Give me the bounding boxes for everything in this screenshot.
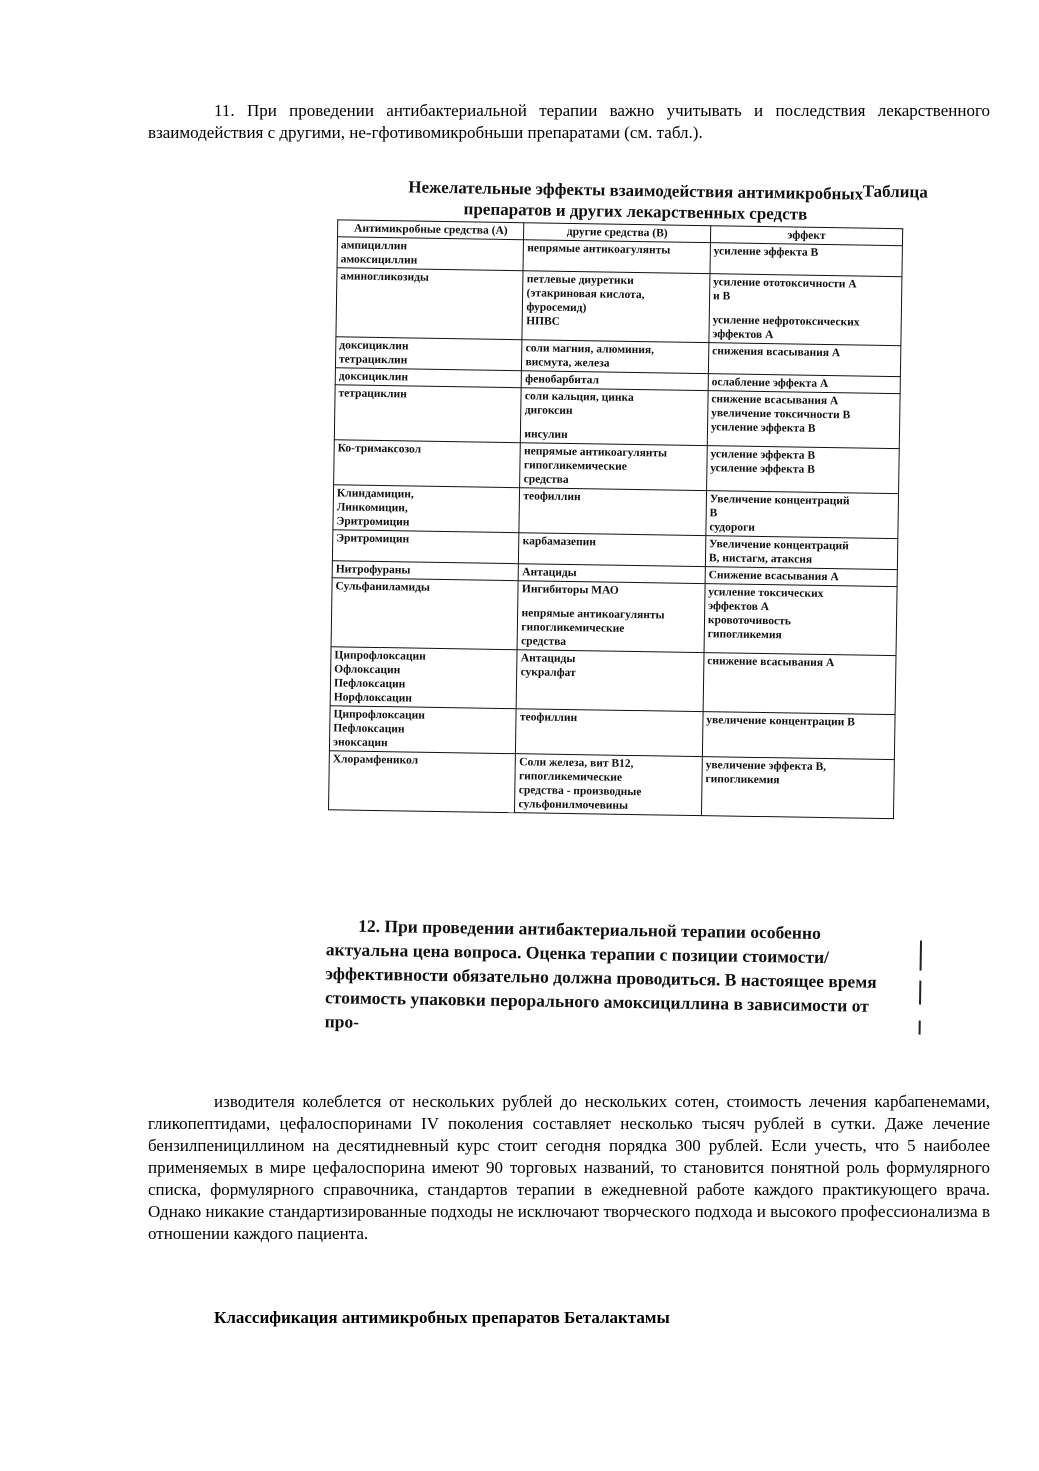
table-caption-label: Таблица xyxy=(862,181,928,202)
cell-text: увеличение эффекта В, xyxy=(705,759,827,774)
cell-text: непрямые антикоагулянты xyxy=(524,445,668,460)
table-row xyxy=(331,578,897,656)
table-title: Нежелательные эффекты взаимодействия антимикробных препаратов и других лекарственных средств xyxy=(408,177,864,224)
cell-text: Офлоксацин xyxy=(334,663,401,677)
cell-text: В xyxy=(709,507,718,520)
cell-text: Пефлоксацин xyxy=(333,722,405,736)
cell-effect xyxy=(705,536,898,570)
cell-text: сукралфат xyxy=(520,666,576,680)
cell-text: гипогликемия xyxy=(705,773,780,787)
cell-text: карбамазепин xyxy=(522,535,596,549)
cell-text: доксициклин xyxy=(338,370,409,384)
cell-text: Хлорамфеникол xyxy=(332,753,419,767)
cell-antimicrobial xyxy=(329,751,516,813)
cell-text: инсулин xyxy=(524,428,568,441)
table-row xyxy=(329,751,895,819)
cell-text: тетрациклин xyxy=(338,353,408,367)
cell-text: увеличение концентрации В xyxy=(706,714,855,729)
cell-text: дигоксин xyxy=(524,404,573,418)
cell-text: Ципрофлоксацин xyxy=(333,708,426,722)
cell-text: ампициллин xyxy=(340,239,408,253)
cell-text: Соли железа, вит B12, xyxy=(519,756,634,771)
cell-text: Ципрофлоксацин xyxy=(334,649,426,663)
cell-antimicrobial xyxy=(334,385,521,443)
cell-text: эффектов А xyxy=(712,328,774,342)
section-heading: Классификация антимикробных препаратов Беталактамы xyxy=(214,1308,670,1327)
scanned-paragraph-text: При проведении антибактериальной терапии особенно актуальна цена вопроса. Оценка терапии с позиции стоимости/эффективности обязательно должна проводиться. В настоящее время стоимость упаковки перорального амоксициллина в зависимости от про- xyxy=(324,916,877,1032)
cell-other-drug xyxy=(522,340,709,374)
cell-antimicrobial xyxy=(329,706,516,754)
cell-text: усиление нефротоксических xyxy=(712,314,860,329)
cell-text: Пефлоксацин xyxy=(333,677,406,691)
cell-text: эффектов А xyxy=(708,600,770,614)
cell-effect xyxy=(707,391,900,449)
table-row xyxy=(334,385,900,449)
cell-other-drug xyxy=(516,709,703,757)
cell-text: усиление эффекта В xyxy=(710,448,816,462)
cell-text: снижение всасывания А xyxy=(711,393,839,408)
header-effect: эффект xyxy=(710,226,902,246)
cell-text: увеличение токсичности В xyxy=(711,407,851,422)
cell-other-drug xyxy=(515,754,702,816)
scanned-table-image xyxy=(323,171,936,1040)
cell-text: Нитрофураны xyxy=(335,563,411,577)
header-other-drugs: другие средства (В) xyxy=(524,223,711,243)
cell-effect xyxy=(703,653,896,715)
cell-text: усиление токсических xyxy=(708,586,824,600)
cell-text: (этакриновая кислота, xyxy=(526,287,645,302)
cell-text: непрямые антикоагулянты xyxy=(527,242,671,257)
cell-effect xyxy=(706,491,899,539)
cell-text: усиление эффекта В xyxy=(713,245,819,259)
cell-antimicrobial xyxy=(332,530,519,564)
cell-antimicrobial xyxy=(331,578,518,650)
cell-text: кровоточивость xyxy=(707,614,791,628)
cell-text: петлевые диуретики xyxy=(526,273,634,287)
cell-text: Клиндамицин, xyxy=(336,487,414,501)
cell-antimicrobial xyxy=(336,268,523,340)
interaction-table xyxy=(328,219,903,819)
cell-text: непрямые антикоагулянты xyxy=(521,607,665,622)
cell-other-drug xyxy=(519,488,706,536)
cell-effect xyxy=(706,446,899,494)
scanned-paragraph xyxy=(324,913,886,1042)
cell-text: и В xyxy=(712,290,731,303)
cell-text: сульфонилмочевины xyxy=(518,798,629,812)
cell-text: тетрациклин xyxy=(338,387,407,401)
cell-antimicrobial xyxy=(330,647,517,709)
cell-text: Ингибиторы МАО xyxy=(521,583,619,597)
table-row xyxy=(336,268,902,346)
cell-text: средства - производные xyxy=(518,784,642,799)
cell-text: Антациды xyxy=(522,566,577,580)
cell-text: фенобарбитал xyxy=(525,373,600,387)
cell-antimicrobial xyxy=(334,440,521,488)
cell-effect xyxy=(708,343,901,377)
cell-antimicrobial xyxy=(333,485,520,533)
cell-other-drug xyxy=(519,533,706,567)
cell-text: соли магния, алюминия, xyxy=(525,342,655,357)
cell-text: Сульфаниламиды xyxy=(335,580,431,594)
body-paragraph: изводителя колеблется от нескольких рублей до нескольких сотен, стоимость лечения карбапенемами, гликопептидами, цефалоспоринами IV поколения составляет несколько тысяч рублей в сутки. Даже лечение бензилпенициллином на десятидневный курс стоит сегодня порядка 300 рублей. Если учесть, что 5 наиболее применяемых в мире цефалоспорина имеют 90 торговых названий, то становится понятной роль формулярного списка, формулярного справочника, стандартов терапии в ежедневной работе каждого практикующего врача. Однако никакие стандартизированные подходы не исключают творческого подхода и высокого профессионализма в отношении каждого пациента. xyxy=(148,1092,990,1243)
cell-text: гипогликемические xyxy=(523,459,628,473)
cell-text: теофиллин xyxy=(523,490,581,504)
cell-effect xyxy=(702,712,895,760)
cell-other-drug xyxy=(520,443,707,491)
cell-text: гипогликемические xyxy=(521,621,625,635)
scan-margin-mark xyxy=(919,981,921,1005)
cell-text: Эритромицин xyxy=(336,532,410,546)
cell-text: Антациды xyxy=(520,652,576,666)
cell-text: висмута, железа xyxy=(525,356,610,370)
cell-effect xyxy=(709,274,902,346)
cell-text: ослабление эффекта А xyxy=(711,376,829,391)
cell-text: снижения всасывания А xyxy=(712,345,841,360)
cell-text: Снижение всасывания А xyxy=(708,569,839,584)
cell-text: Ко-тримаксозол xyxy=(337,442,422,456)
paragraph-number: 12. xyxy=(358,915,381,937)
cell-text: усиление эффекта В xyxy=(710,462,815,476)
cell-text: судороги xyxy=(709,521,756,534)
cell-text: доксициклин xyxy=(339,339,409,353)
cell-text: теофиллин xyxy=(519,711,578,725)
cell-text: гипогликемия xyxy=(707,628,782,642)
cell-text: соли кальция, цинка xyxy=(524,390,634,404)
cell-effect xyxy=(704,584,897,656)
cell-other-drug xyxy=(517,650,704,712)
cell-text: снижение всасывания А xyxy=(707,655,835,670)
cell-text: гипогликемические xyxy=(518,770,623,784)
cell-text: аминогликозиды xyxy=(340,270,430,284)
cell-text: Увеличение концентраций xyxy=(709,538,849,553)
cell-text: усиление ототоксичности А xyxy=(713,276,857,291)
cell-text: Эритромицин xyxy=(336,515,410,529)
cell-other-drug xyxy=(517,581,704,653)
scan-margin-mark xyxy=(920,941,922,971)
cell-text: амоксициллин xyxy=(340,253,418,267)
cell-text: Увеличение концентраций xyxy=(709,493,850,508)
cell-antimicrobial xyxy=(335,337,522,371)
intro-paragraph: 11. При проведении антибактериальной терапии важно учитывать и последствия лекарственного взаимодействия с другими, не-гфотивомикробньши препаратами (см. табл.). xyxy=(148,101,990,142)
cell-other-drug xyxy=(523,240,710,274)
table-body xyxy=(329,237,903,819)
cell-text: фуросемид) xyxy=(526,301,587,315)
cell-other-drug xyxy=(522,271,709,343)
cell-text: усиление эффекта В xyxy=(710,421,816,435)
cell-text: эноксацин xyxy=(332,736,388,750)
cell-text: Норфлоксацин xyxy=(333,691,413,705)
cell-text: средства xyxy=(521,635,567,648)
table-row xyxy=(330,647,896,715)
header-antimicrobial: Антимикробные средства (А) xyxy=(338,220,525,240)
cell-text: В, нистагм, атаксия xyxy=(708,552,813,566)
scan-margin-mark xyxy=(919,1021,921,1035)
cell-other-drug xyxy=(521,388,708,446)
cell-antimicrobial xyxy=(337,237,524,271)
cell-effect xyxy=(710,243,903,277)
cell-text: НПВС xyxy=(526,315,561,328)
interaction-table-wrap xyxy=(328,219,903,819)
cell-text: Линкомицин, xyxy=(336,501,408,515)
cell-effect xyxy=(701,757,894,819)
cell-text: средства xyxy=(523,473,569,486)
